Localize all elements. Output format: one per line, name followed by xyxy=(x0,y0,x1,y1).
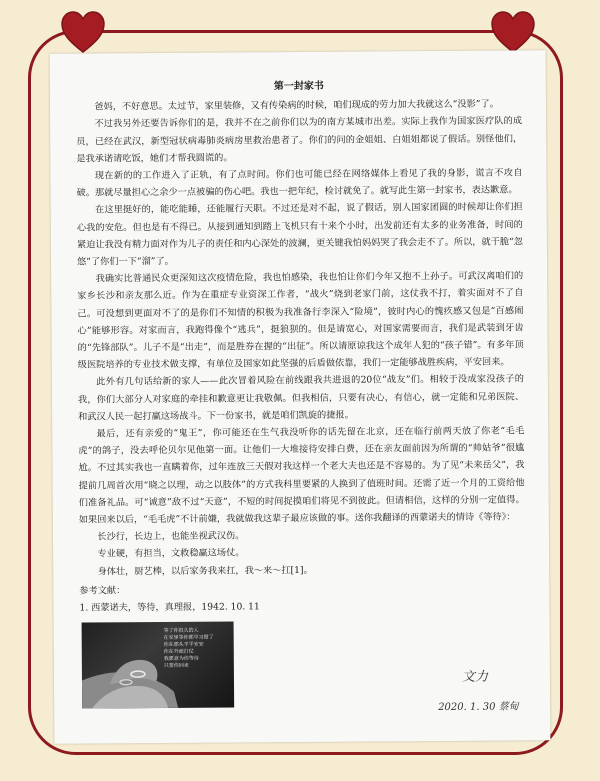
photo-caption-line: 你在外面打仗 xyxy=(163,648,194,655)
heart-icon xyxy=(60,10,106,56)
heart-icon xyxy=(490,10,536,56)
photo-caption-line: 你在那头平平安安 xyxy=(163,641,204,648)
letter-title: 第一封家书 xyxy=(273,80,324,93)
photo-caption-line: 等了你很久的人 xyxy=(163,627,199,634)
photo-hands-rings xyxy=(82,621,235,708)
references-title: 参考文献： xyxy=(79,585,126,597)
photo-caption-line: 我愿意为你等待 xyxy=(163,655,199,662)
references xyxy=(79,579,525,616)
signature: 文力 xyxy=(461,669,489,685)
letter-paragraph: 我确实比普通民众更深知这次疫情危险，我也怕感染，我也怕让你们今年又抱不上孙子。可武汉离咱们的家乡长沙和亲友那么近。作为在重症专业资深工作者，“战火”烧到老家门前，这仗我不打，着实面对不了自己。可没想到更面对不了的是你们不知情的积极为我准备行李深入“险境”，彼时内心的愧疚感又包是“百感闹心”能够形容。对家而言，我跑得像个“逃兵”，挺狼狈的。但是请宽心，对国家需要而言，我们是武装到牙齿的“先锋部队”。儿子不是“出走”，而是胜券在握的“出征”。所以请原谅我这个成年人犯的“孩子错”。有多年顶级医院培养的专业技术做支撑，有单位及国家如此坚强的后盾做依靠，我们一定能够战胜疾病，平安回来。 xyxy=(77,270,524,371)
photo-caption xyxy=(164,627,228,669)
photo-caption-line: 只要你回来 xyxy=(163,662,189,669)
photo-caption-line: 在家里等你都早习惯了 xyxy=(163,634,214,641)
letter-paragraph: 最后，还有亲爱的“鬼王”，你可能还在生气我没听你的话先留在北京，还在临行前两天放了你老“毛毛虎”的鸽子，没去呼伦贝尔见他第一面。让他们一大堆接待安排白费，还在亲友面前因为所谓的“帅姑爷”很尴尬。不过其实我也一直瞒着你，过年连放三天假对我这样一个老大夫也还是不容易的。为了见“未来岳父”，我提前几周首次用“晓之以理，动之以肢体”的方式我科里要紧的人换到了值班时间。还需了近一个月的工资给他们准备礼品。可“诚意”敌不过“天意”，不短的时间捉摸咱们将见不到彼此。但请相信，这样的分别一定值得。如果回来以后，“毛毛虎”不计前嫌，我就做我这辈子最应该做的事。送你我翻译的西蒙诺夫的情诗《等待》： xyxy=(78,425,525,526)
poem-line: 长沙行，长边上，也能坐视武汉伤。 xyxy=(97,530,245,543)
signature-date: 2020. 1. 30 蔡甸 xyxy=(438,701,519,714)
letter-paragraph: 爸妈，不好意思。太过节，家里装修，又有传染病的时候，咱们现成的劳力加大我就这么“没影”了。 xyxy=(94,98,499,113)
letter-paragraph: 现在新的的工作进入了正轨，有了点时间。你们也可能已经在网络媒体上看见了我的身影，谎言不攻自破。那就尽量担心之余少一点被骗的伤心吧。我也一把年纪，检讨就免了。就写此生第一封家书，表达歉意。 xyxy=(76,167,523,199)
letter-paragraph: 此外有几句话给新的家人——此次冒着风险在前线跟我共进退的20位“战友”们。相较于没成家没孩子的我，你们大部分人对家庭的牵挂和歉意更让我敬佩。但我相信，只要有决心，有信心，就一定能和兄弟医院、和武汉人民一起打赢这场战斗。下一份家书，就是咱们凯旋的捷报。 xyxy=(77,373,525,423)
poem-line: 专业硬，有担当，文救稳赢这场仗。 xyxy=(97,547,245,560)
poem-line: 身体壮，厨艺棒，以后家务我来扛，我～来～扛[1]。 xyxy=(97,564,313,578)
letter-paragraph: 在这里挺好的，能吃能睡，还能履行天职。不过还是对不起，说了假话，别人国家团圆的时候却让你们担心我的安危。但也是有不得已。从接到通知到踏上飞机只有十来个小时，出发前还有太多的业务准备，时间的紧迫让我没有精力面对作为儿子的责任和内心深处的波澜，更关键我怕妈妈哭了我会走不了。所以，就干脆“忽悠”了你们一下“溜”了。 xyxy=(76,201,523,268)
letter-paper xyxy=(50,50,551,743)
reference-item: 1. 西蒙诺夫，等待，真理报，1942. 10. 11 xyxy=(79,601,260,614)
letter-paragraph: 不过我另外还要告诉你们的是，我并不在之前你们以为的南方某城市出差。实际上我作为国家医疗队的成员，已经在武汉，新型冠状病毒肺炎病房里救治患者了。你们的问的金姐姐、白姐姐都说了假话。别怪他们，是我承诺请吃饭，她们才帮我圆谎的。 xyxy=(76,115,523,165)
